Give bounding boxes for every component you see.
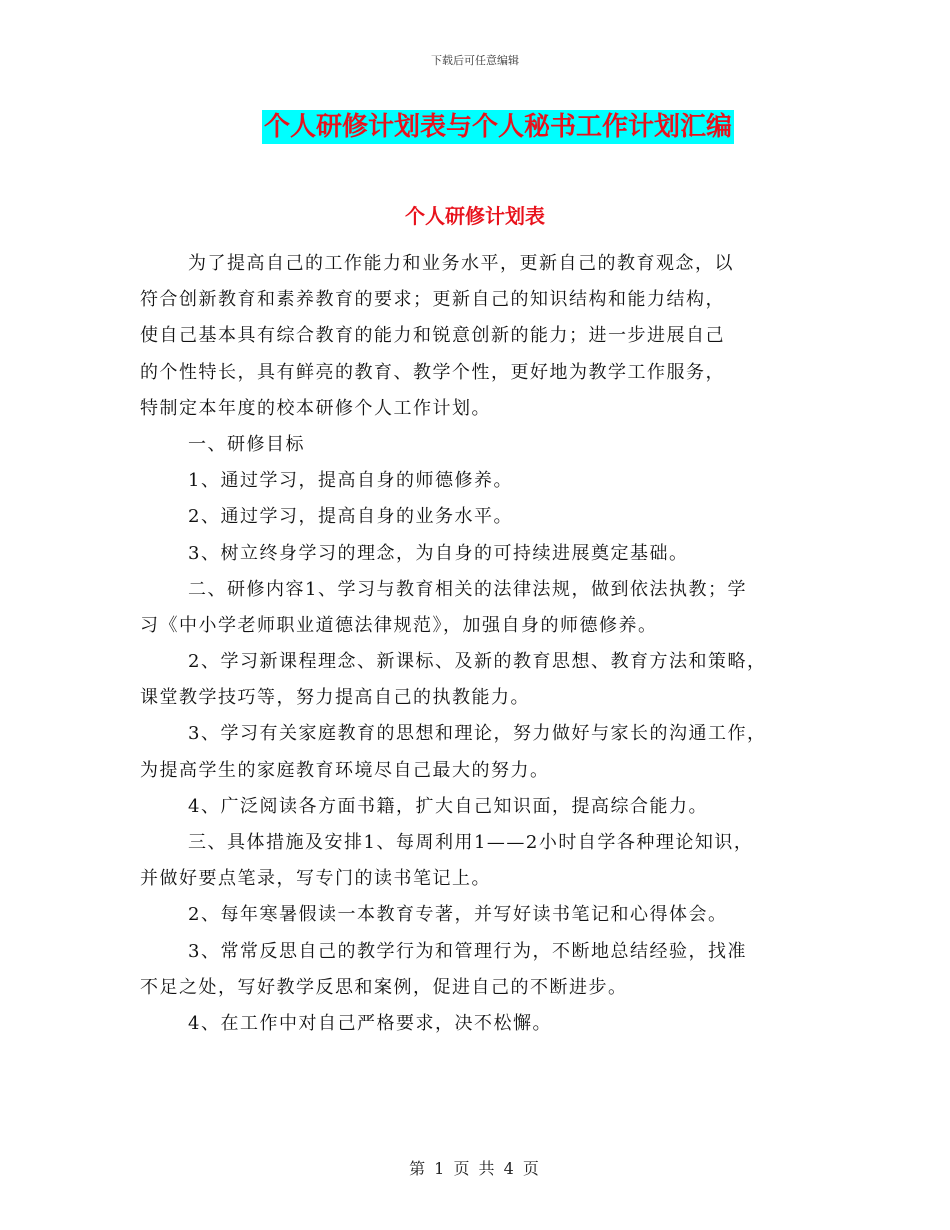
body-line: 并做好要点笔录，写专门的读书笔记上。 [140,868,491,890]
page-footer: 第 1 页 共 4 页 [409,1159,541,1178]
body-line: 不足之处，写好教学反思和案例，促进自己的不断进步。 [140,976,628,998]
body-line: 习《中小学老师职业道德法律规范》，加强自身的师德修养。 [140,614,658,636]
body-line: 为提高学生的家庭教育环境尽自己最大的努力。 [140,759,550,781]
body-line: 4、广泛阅读各方面书籍，扩大自己知识面，提高综合能力。 [188,795,708,817]
body-line: 2、每年寒暑假读一本教育专著，并写好读书笔记和心得体会。 [188,904,728,926]
body-text [140,246,820,1042]
body-line: 为了提高自己的工作能力和业务水平，更新自己的教育观念，以 [188,253,734,274]
section-title: 个人研修计划表 [405,204,545,228]
body-line: 2、学习新课程理念、新课标、及新的教育思想、教育方法和策略， [188,651,767,673]
document-title [0,110,950,144]
body-line: 的个性特长，具有鲜亮的教育、教学个性，更好地为教学工作服务， [140,361,725,383]
body-line: 使自己基本具有综合教育的能力和锐意创新的能力；进一步进展自己 [140,325,725,347]
body-line: 4、在工作中对自己严格要求，决不松懈。 [188,1012,552,1034]
body-line: 二、研修内容1、学习与教育相关的法律法规，做到依法执教；学 [188,578,747,600]
body-line: 3、树立终身学习的理念，为自身的可持续进展奠定基础。 [188,542,689,564]
body-line: 特制定本年度的校本研修个人工作计划。 [140,397,491,419]
body-line: 3、学习有关家庭教育的思想和理论，努力做好与家长的沟通工作， [188,723,767,745]
header-note: 下载后可任意编辑 [431,54,519,67]
body-line: 一、研修目标 [188,433,305,455]
body-line: 符合创新教育和素养教育的要求；更新自己的知识结构和能力结构， [140,289,725,311]
body-line: 3、常常反思自己的教学行为和管理行为，不断地总结经验，找准 [188,940,747,962]
body-line: 1、通过学习，提高自身的师德修养。 [188,470,513,492]
body-line: 课堂教学技巧等，努力提高自己的执教能力。 [140,687,530,709]
document-title-text: 个人研修计划表与个人秘书工作计划汇编 [263,112,732,142]
body-line: 三、具体措施及安排1、每周利用1——2小时自学各种理论知识， [188,832,754,853]
body-line: 2、通过学习，提高自身的业务水平。 [188,506,513,528]
